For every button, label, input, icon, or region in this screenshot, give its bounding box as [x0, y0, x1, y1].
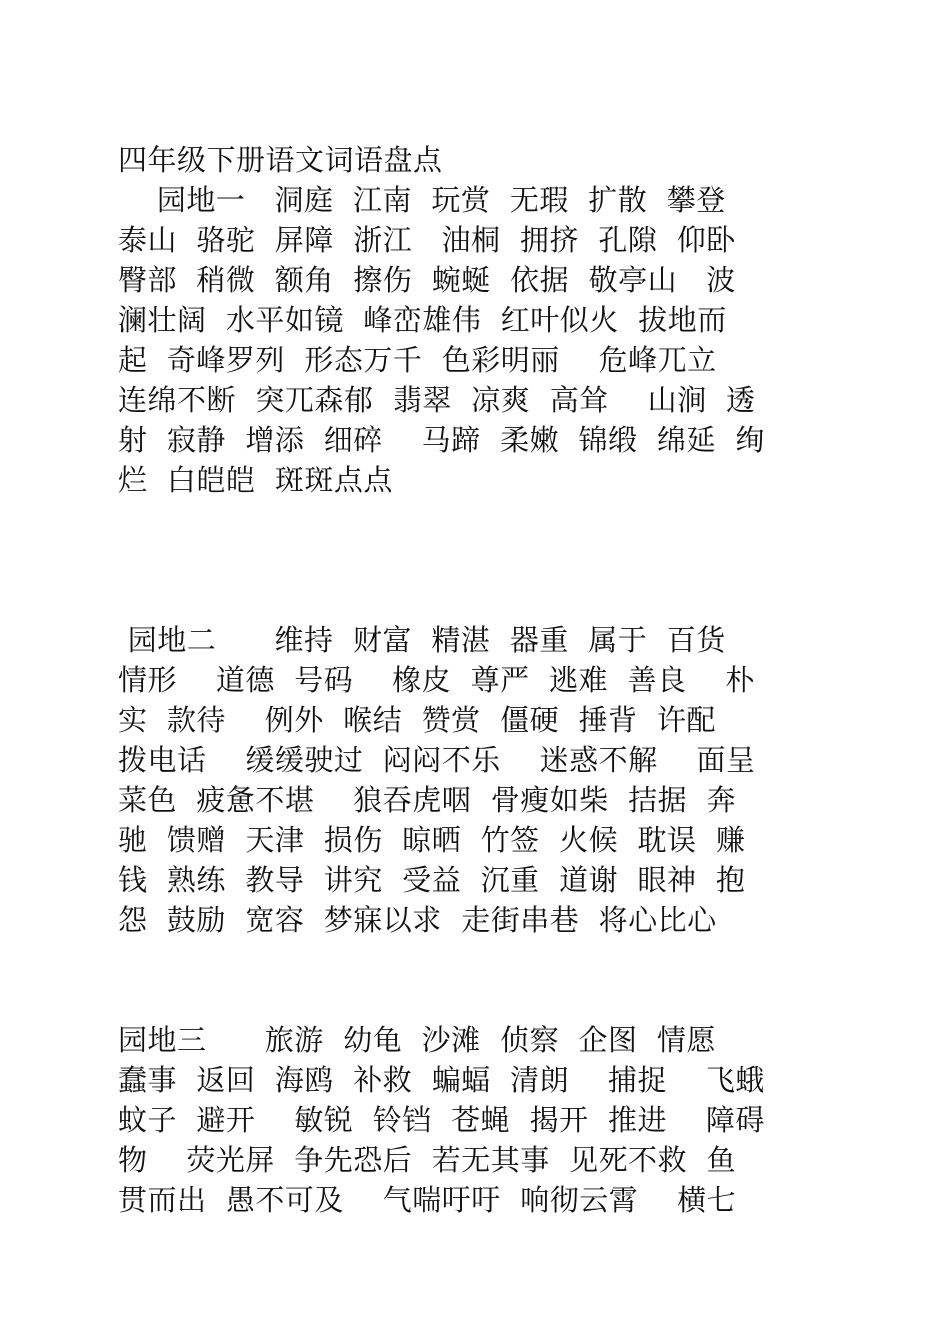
section-1-line: 澜壮阔 水平如镜 峰峦雄伟 红叶似火 拔地而	[118, 303, 727, 337]
section-2-line: 钱 熟练 教导 讲究 受益 沉重 道谢 眼神 抱	[118, 863, 746, 897]
section-1-line: 连绵不断 突兀森郁 翡翠 凉爽 高耸 山涧 透	[118, 383, 756, 417]
section-2-line: 情形 道德 号码 橡皮 尊严 逃难 善良 朴	[118, 663, 755, 697]
section-2-line: 驰 馈赠 天津 损伤 晾晒 竹签 火候 耽误 赚	[118, 823, 746, 857]
section-3-line: 贯而出 愚不可及 气喘吁吁 响彻云霄 横七	[118, 1183, 737, 1217]
section-2-line: 怨 鼓励 宽容 梦寐以求 走街串巷 将心比心	[118, 903, 717, 937]
section-2-line: 菜色 疲惫不堪 狼吞虎咽 骨瘦如柴 拮据 奔	[118, 783, 737, 817]
section-3-line: 蠢事 返回 海鸥 补救 蝙蝠 清朗 捕捉 飞蛾	[118, 1063, 765, 1097]
section-1-line: 泰山 骆驼 屏障 浙江 油桐 拥挤 孔隙 仰卧	[118, 223, 736, 257]
section-3-line: 物 荧光屏 争先恐后 若无其事 见死不救 鱼	[118, 1143, 737, 1177]
section-1-line: 烂 白皑皑 斑斑点点	[118, 463, 393, 497]
section-1-line: 园地一 洞庭 江南 玩赏 无瑕 扩散 攀登	[118, 183, 726, 217]
section-1-line: 起 奇峰罗列 形态万千 色彩明丽 危峰兀立	[118, 343, 717, 377]
document-title: 四年级下册语文词语盘点	[118, 143, 443, 177]
section-1-line: 射 寂静 增添 细碎 马蹄 柔嫩 锦缎 绵延 绚	[118, 423, 765, 457]
section-2-line: 园地二 维持 财富 精湛 器重 属于 百货	[118, 623, 726, 657]
section-3-line: 蚊子 避开 敏锐 铃铛 苍蝇 揭开 推进 障碍	[118, 1103, 765, 1137]
section-1-line: 臀部 稍微 额角 擦伤 蜿蜒 依据 敬亭山 波	[118, 263, 736, 297]
section-2-line: 实 款待 例外 喉结 赞赏 僵硬 捶背 许配	[118, 703, 716, 737]
section-3-line: 园地三 旅游 幼龟 沙滩 侦察 企图 情愿	[118, 1023, 716, 1057]
section-2-line: 拨电话 缓缓驶过 闷闷不乐 迷惑不解 面呈	[118, 743, 756, 777]
